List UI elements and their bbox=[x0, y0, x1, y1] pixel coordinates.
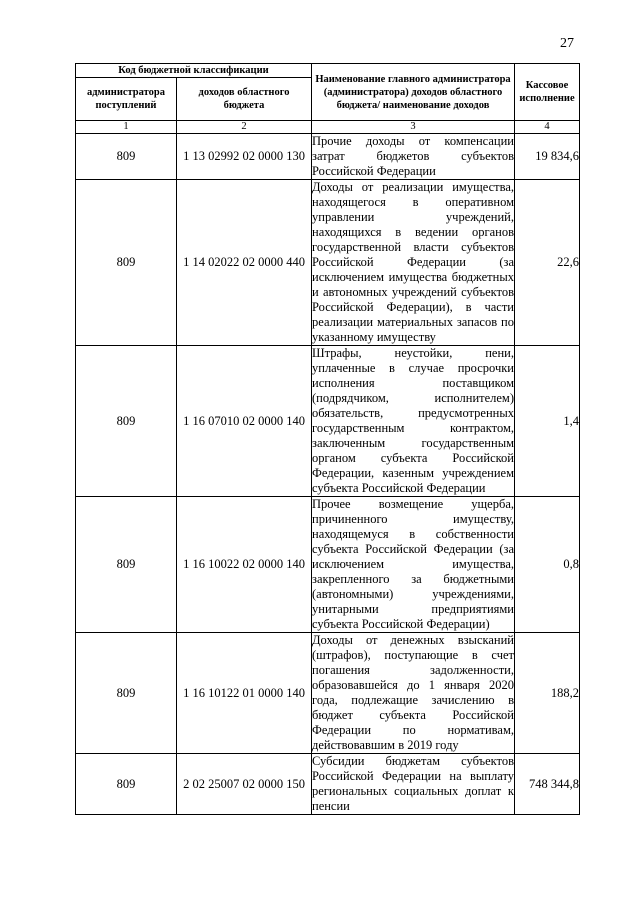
admin-code: 809 bbox=[76, 134, 177, 180]
income-name: Субсидии бюджетам субъектов Российской Федерации на выплату региональных социальных доплат к пенсии bbox=[312, 754, 514, 813]
income-code: 1 13 02992 02 0000 130 bbox=[177, 134, 312, 180]
column-numbers-row bbox=[76, 121, 580, 134]
admin-code: 809 bbox=[76, 633, 177, 754]
table-row bbox=[76, 497, 580, 633]
table-row bbox=[76, 180, 580, 346]
amount: 188,2 bbox=[515, 633, 580, 754]
table-row bbox=[76, 346, 580, 497]
admin-code: 809 bbox=[76, 180, 177, 346]
column-number: 4 bbox=[515, 121, 580, 134]
income-name: Доходы от денежных взысканий (штрафов), поступающие в счет погашения задолженности, образовавшейся до 1 января 2020 года, подлежащие зачислению в бюджет субъекта Российской Федерации по нормативам, действовавшим в 2019 году bbox=[312, 633, 514, 752]
amount: 748 344,8 bbox=[515, 754, 580, 815]
column-number: 1 bbox=[76, 121, 177, 134]
amount: 22,6 bbox=[515, 180, 580, 346]
income-name: Прочие доходы от компенсации затрат бюджетов субъектов Российской Федерации bbox=[312, 134, 514, 178]
income-code: 1 16 10022 02 0000 140 bbox=[177, 497, 312, 633]
header-admin: администратора поступлений bbox=[76, 78, 177, 121]
column-number: 2 bbox=[177, 121, 312, 134]
amount: 19 834,6 bbox=[515, 134, 580, 180]
admin-code: 809 bbox=[76, 346, 177, 497]
income-code: 2 02 25007 02 0000 150 bbox=[177, 754, 312, 815]
income-code: 1 16 07010 02 0000 140 bbox=[177, 346, 312, 497]
income-name: Доходы от реализации имущества, находящегося в оперативном управлении учреждений, находящихся в ведении органов государственной власти субъектов Российской Федерации (за исключением имущества бюджетных и автономных учреждений субъектов Российской Федерации), в части реализации материальных запасов по указанному имуществу bbox=[312, 180, 514, 344]
budget-table bbox=[75, 63, 580, 815]
admin-code: 809 bbox=[76, 497, 177, 633]
table-row bbox=[76, 754, 580, 815]
income-code: 1 14 02022 02 0000 440 bbox=[177, 180, 312, 346]
income-name: Прочее возмещение ущерба, причиненного имуществу, находящемуся в собственности субъекта Российской Федерации (за исключением имущества, закрепленного за бюджетными (автономными) учреждениями, унитарными предприятиями субъекта Российской Федерации) bbox=[312, 497, 514, 631]
income-code: 1 16 10122 01 0000 140 bbox=[177, 633, 312, 754]
table-row bbox=[76, 633, 580, 754]
amount: 0,8 bbox=[515, 497, 580, 633]
admin-code: 809 bbox=[76, 754, 177, 815]
header-name: Наименование главного администратора (администратора) доходов областного бюджета/ наименование доходов bbox=[312, 64, 515, 121]
column-number: 3 bbox=[312, 121, 515, 134]
amount: 1,4 bbox=[515, 346, 580, 497]
header-amount: Кассовое исполнение bbox=[515, 64, 580, 121]
page-number: 27 bbox=[560, 36, 574, 51]
header-budget-classification: Код бюджетной классификации bbox=[76, 64, 312, 78]
income-name: Штрафы, неустойки, пени, уплаченные в случае просрочки исполнения поставщиком (подрядчиком, исполнителем) обязательств, предусмотренных государственным контрактом, заключенным государственным органом субъекта Российской Федерации, казенным учреждением субъекта Российской Федерации bbox=[312, 346, 514, 495]
header-income-code: доходов областного бюджета bbox=[177, 78, 312, 121]
table-row bbox=[76, 134, 580, 180]
